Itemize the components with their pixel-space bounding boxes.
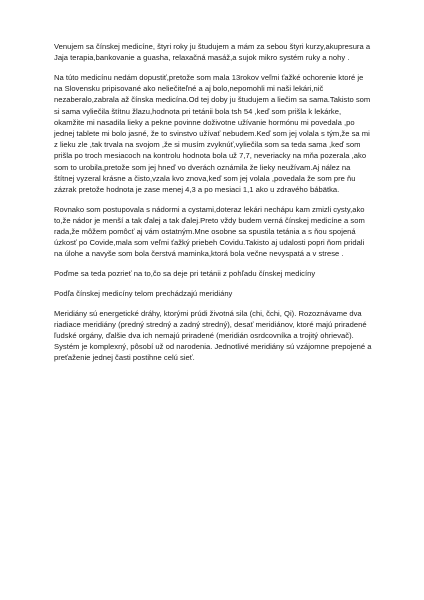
paragraph-personal-story: Na túto medicínu nedám dopustiť,pretože som mala 13rokov veľmi ťažké ochorenie ktoré je na Slovensku pripisované ako neliečiteľné a aj bolo,nepomohli mi naši lekári,nič nezaberalo,zabrala až čínska medicína.Od tej doby ju študujem a liečim sa sama.Takisto som si sama vyliečila štítnu žlazu,hodnota pri tetánii bola tsh 54 ,keď som prišla k lekárke, okamžite mi nasadila lieky a pekne povinne doživotne užívanie hormónu mi povedala ,po jednej tablete mi bolo jasné, že to svinstvo užívať nebudem.Keď som jej volala s tým,že sa mi z lieku zle ,tak trvala na svojom ,že si musím zvyknúť,vyliečila som sa teda sama ,keď som prišla po troch mesiacoch na kontrolu hodnota bola už 7,7, neveriacky na mňa pozerala ,ako som to urobila,pretože som jej hneď vo dverách oznámila že lieky neužívam.Aj nález na štítnej vyzeral krásne a čisto,vzala kvo znova,keď som jej volala ,povedala že som pre ňu zázrak pretože hodnota je zase menej 4,3 a po mesiaci 1,1 ako u zdravého bábätka. <box>54 72 371 194</box>
document-body <box>54 41 372 372</box>
paragraph-tetany-lead: Poďme sa teda pozrieť na to,čo sa deje pri tetánii z pohľadu čínskej medicíny <box>54 269 316 279</box>
paragraph-meridians-lead: Podľa čínskej medicíny telom prechádzajú meridiány <box>54 288 233 298</box>
paragraph-tumors-cysts: Rovnako som postupovala s nádormi a cystami,doteraz lekári nechápu kam zmizli cysty,ako to,že nádor je menší a tak ďalej a tak ďalej.Preto vždy budem verná čínskej medicíne a som rada,že môžem pomôcť aj vám ostatným.Mne osobne sa spustila tetánia a s ňou spojená úzkosť po Covide,mala som veľmi ťažký priebeh Covidu.Takisto aj udalosti popri ňom pridali na úlohe a navyše som bola čerstvá maminka,ktorá bola večne nevyspatá a v strese . <box>54 204 365 259</box>
paragraph-meridians-explained: Meridiány sú energetické dráhy, ktorými prúdi životná sila (chi, čchi, Qi). Rozoznávame dva riadiace meridiány (predný stredný a zadný stredný), desať meridiánov, ktoré majú priradené ľudské orgány, ďalšie dva ich nemajú priradené (meridián osrdcovníka a trojitý ohrievač). Systém je komplexný, pôsobí už od narodenia. Jednotlivé meridiány sú vzájomne prepojené a preťaženie jednej časti postihne celú sieť. <box>54 308 372 363</box>
paragraph-intro: Venujem sa čínskej medicíne, štyri roky ju študujem a mám za sebou štyri kurzy,akupresura a Jaja terapia,bankovanie a guasha, relaxačná masáž,a sujok mikro systém ruky a nohy . <box>54 42 371 63</box>
